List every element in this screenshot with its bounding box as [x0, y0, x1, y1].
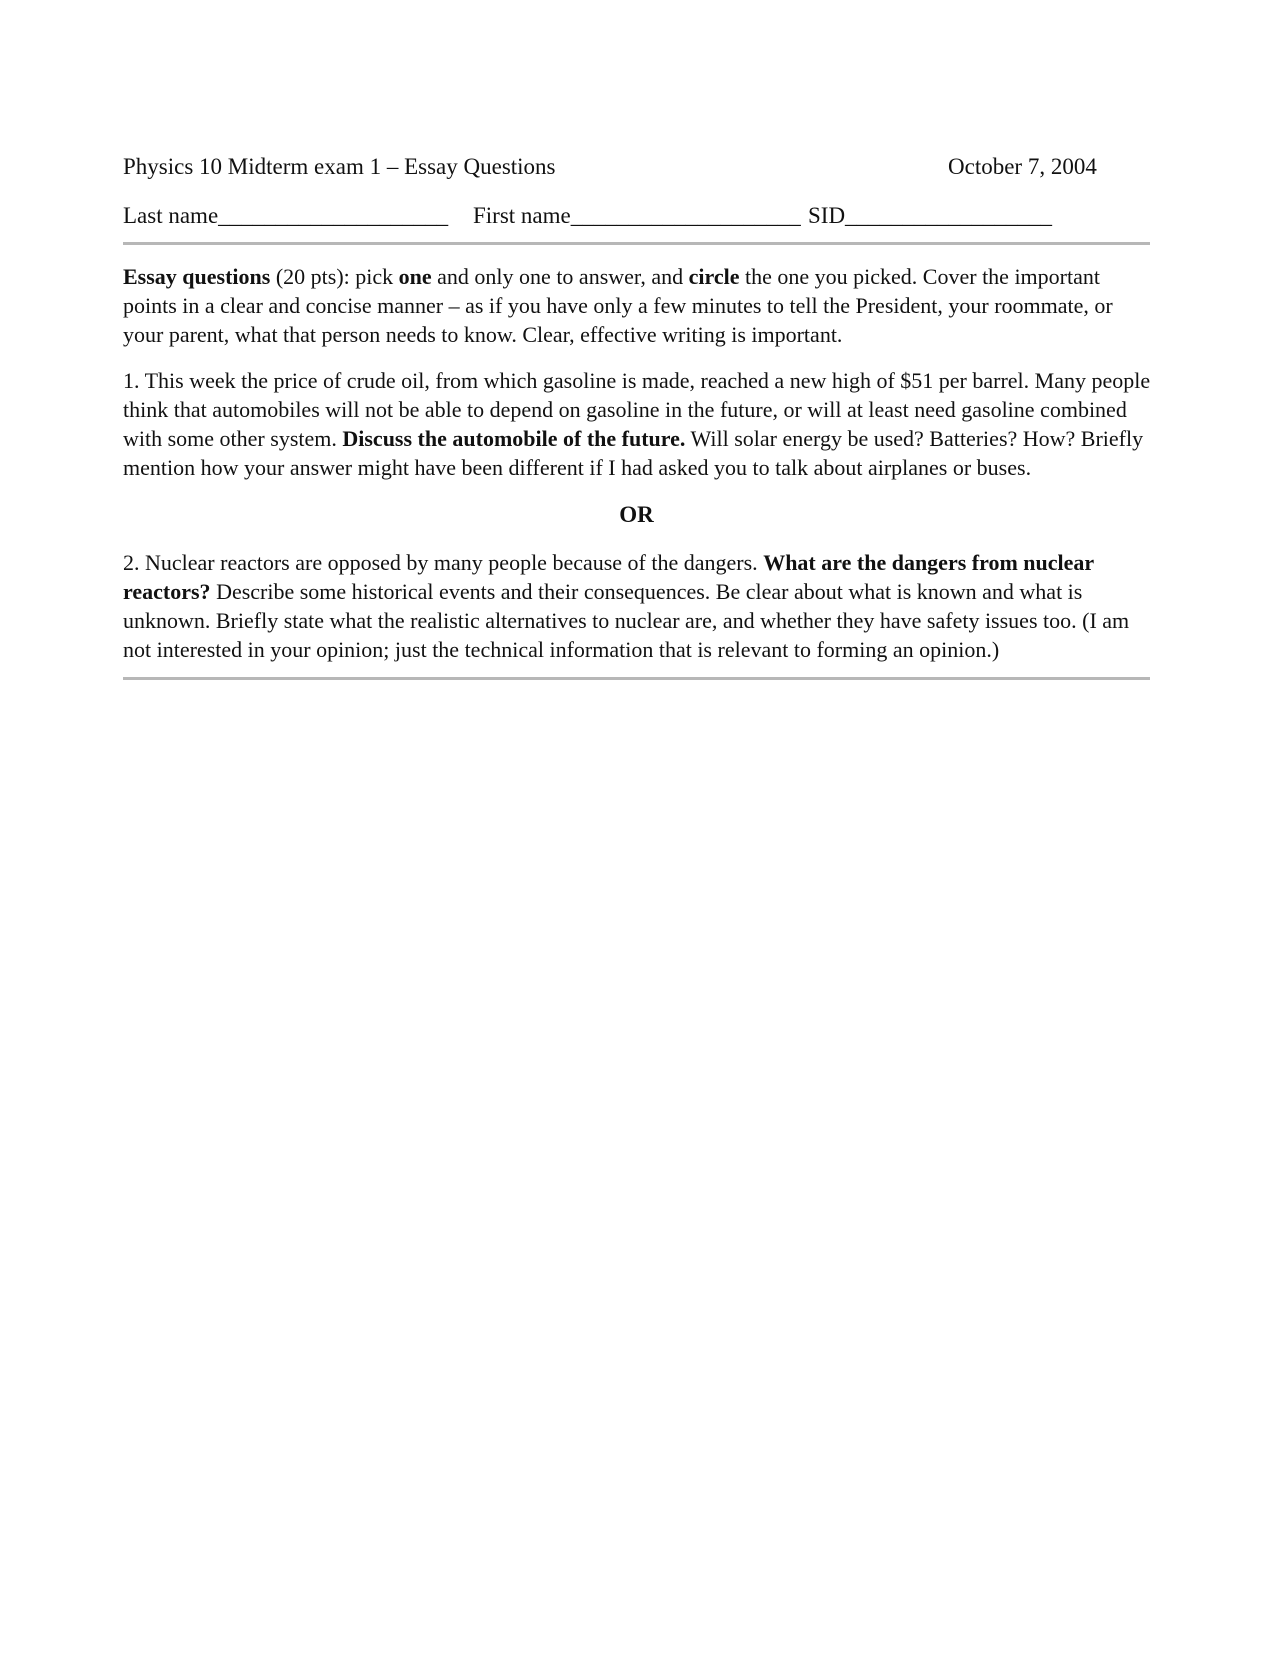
instructions-text-2: and only one to answer, and: [431, 264, 689, 289]
question-2-text-2: Describe some historical events and their consequences. Be clear about what is known and what is unknown. Briefly state what the realistic alternatives to nuclear are, and whether they have safety issues too. (I am not interested in your opinion; just the technical information that is relevant to forming an opinion.): [123, 579, 1130, 662]
name-fields-row: [123, 198, 1150, 234]
instructions-bold-circle: circle: [688, 264, 740, 289]
question-1: [123, 366, 1163, 482]
instructions-text-3: the one you picked. Cover the important points in a clear and concise manner – as if you have only a few minutes to tell the President, your roommate, or your parent, what that person needs to know. Clear, effective writing is important.: [123, 264, 1113, 347]
exam-date: October 7, 2004: [948, 154, 1097, 179]
question-2: [123, 548, 1150, 664]
instructions-paragraph: [123, 262, 1143, 349]
exam-title: Physics 10 Midterm exam 1 – Essay Questions: [123, 154, 556, 179]
question-1-text-2: Will solar energy be used? Batteries? How? Briefly mention how your answer might have been different if I had asked you to talk about airplanes or buses.: [123, 426, 1144, 480]
instructions-bold-one: one: [398, 264, 432, 289]
instructions-text-1: (20 pts): pick: [270, 264, 399, 289]
last-name-field: Last name____________________: [123, 203, 449, 228]
sid-field: SID__________________: [808, 203, 1053, 228]
header-row: [123, 150, 1150, 184]
or-separator: OR: [619, 502, 654, 527]
instructions-label: Essay questions: [123, 264, 271, 289]
question-1-text-1: 1. This week the price of crude oil, from which gasoline is made, reached a new high of $51 per barrel. Many people think that automobiles will not be able to depend on gasoline in the future, or will at least need gasoline combined with some other system.: [123, 368, 1151, 451]
question-2-bold: What are the dangers from nuclear reactors?: [123, 550, 1094, 604]
exam-page: [123, 150, 1150, 680]
top-divider: [123, 242, 1150, 245]
question-1-bold: Discuss the automobile of the future.: [342, 426, 686, 451]
question-2-text-1: 2. Nuclear reactors are opposed by many people because of the dangers.: [123, 550, 764, 575]
first-name-field: First name____________________: [473, 203, 801, 228]
bottom-divider: [123, 677, 1150, 680]
